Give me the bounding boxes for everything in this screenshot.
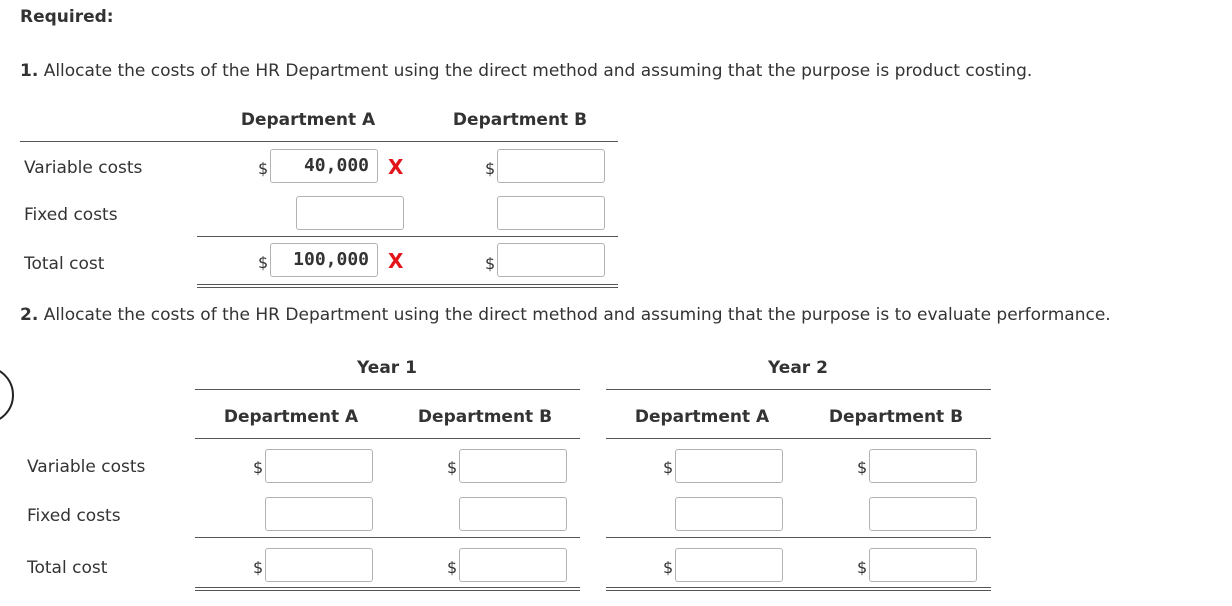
q1-variable-dept-a-input[interactable]: 40,000 bbox=[270, 149, 378, 183]
question-2-number: 2. bbox=[20, 305, 39, 325]
q2-y2-header-dept-b: Department B bbox=[828, 407, 964, 427]
q1-variable-b-dollar: $ bbox=[485, 159, 496, 178]
q2-year2-fixed-dept-a-input[interactable] bbox=[675, 497, 783, 531]
q2-year1-fixed-dept-a-input[interactable] bbox=[265, 497, 373, 531]
q2-variable-y2b-dollar: $ bbox=[857, 458, 868, 477]
q2-year-1-rule bbox=[195, 389, 580, 390]
q1-total-dept-a-input[interactable]: 100,000 bbox=[270, 243, 378, 277]
q1-total-dept-b-input[interactable] bbox=[497, 243, 605, 277]
q1-variable-a-wrong-icon: X bbox=[388, 155, 404, 179]
q2-year2-variable-dept-a-input[interactable] bbox=[675, 449, 783, 483]
q2-y2-header-rule bbox=[606, 438, 991, 439]
q1-total-a-dollar: $ bbox=[258, 253, 269, 272]
q2-year1-variable-dept-b-input[interactable] bbox=[459, 449, 567, 483]
q2-y2-header-dept-a: Department A bbox=[634, 407, 770, 427]
q1-total-label: Total cost bbox=[24, 254, 105, 274]
q1-total-b-dollar: $ bbox=[485, 254, 496, 273]
question-1-number: 1. bbox=[20, 61, 39, 81]
q2-year1-total-dept-a-input[interactable] bbox=[265, 548, 373, 582]
q2-variable-label: Variable costs bbox=[27, 457, 146, 477]
q2-year2-total-dept-b-input[interactable] bbox=[869, 548, 977, 582]
q2-year1-fixed-dept-b-input[interactable] bbox=[459, 497, 567, 531]
q1-variable-a-dollar: $ bbox=[258, 159, 269, 178]
q2-variable-y1a-dollar: $ bbox=[253, 458, 264, 477]
q1-fixed-dept-b-input[interactable] bbox=[497, 196, 605, 230]
question-1-text bbox=[20, 61, 1032, 81]
q2-total-y2a-dollar: $ bbox=[663, 558, 674, 577]
q2-y1-header-dept-b: Department B bbox=[417, 407, 553, 427]
q2-year2-total-dept-a-input[interactable] bbox=[675, 548, 783, 582]
q1-header-rule bbox=[20, 141, 618, 142]
q2-fixed-label: Fixed costs bbox=[27, 506, 121, 526]
question-1-body: Allocate the costs of the HR Department using the direct method and assuming that the purpose is product costing. bbox=[43, 61, 1033, 81]
q2-year1-total-dept-b-input[interactable] bbox=[459, 548, 567, 582]
q2-variable-y2a-dollar: $ bbox=[663, 458, 674, 477]
q1-variable-label: Variable costs bbox=[24, 158, 143, 178]
scroll-indicator-circle bbox=[0, 366, 14, 424]
q2-year2-variable-dept-b-input[interactable] bbox=[869, 449, 977, 483]
question-2-text bbox=[20, 305, 1111, 325]
q1-header-dept-b: Department B bbox=[452, 110, 588, 130]
q1-subtotal-rule bbox=[197, 236, 618, 237]
q2-y1-header-rule bbox=[195, 438, 580, 439]
q2-variable-y1b-dollar: $ bbox=[447, 458, 458, 477]
q2-year-1-header: Year 1 bbox=[357, 358, 417, 378]
q2-year2-fixed-dept-b-input[interactable] bbox=[869, 497, 977, 531]
q2-y2-total-double-rule bbox=[606, 587, 991, 591]
q2-y1-header-dept-a: Department A bbox=[223, 407, 359, 427]
q2-total-y2b-dollar: $ bbox=[857, 558, 868, 577]
q2-total-y1a-dollar: $ bbox=[253, 558, 264, 577]
q2-year-2-rule bbox=[606, 389, 991, 390]
q1-header-dept-a: Department A bbox=[240, 110, 376, 130]
q1-total-a-wrong-icon: X bbox=[388, 249, 404, 273]
q2-y1-subtotal-rule bbox=[195, 537, 580, 538]
q1-fixed-dept-a-input[interactable] bbox=[296, 196, 404, 230]
q2-total-y1b-dollar: $ bbox=[447, 558, 458, 577]
q2-year1-variable-dept-a-input[interactable] bbox=[265, 449, 373, 483]
required-heading: Required: bbox=[20, 7, 114, 27]
q2-y1-total-double-rule bbox=[195, 587, 580, 591]
q2-year-2-header: Year 2 bbox=[768, 358, 828, 378]
q2-y2-subtotal-rule bbox=[606, 537, 991, 538]
q1-total-double-rule bbox=[197, 284, 618, 288]
q2-total-label: Total cost bbox=[27, 558, 108, 578]
q1-fixed-label: Fixed costs bbox=[24, 205, 118, 225]
q1-variable-dept-b-input[interactable] bbox=[497, 149, 605, 183]
question-2-body: Allocate the costs of the HR Department using the direct method and assuming that the purpose is to evaluate performance. bbox=[43, 305, 1111, 325]
